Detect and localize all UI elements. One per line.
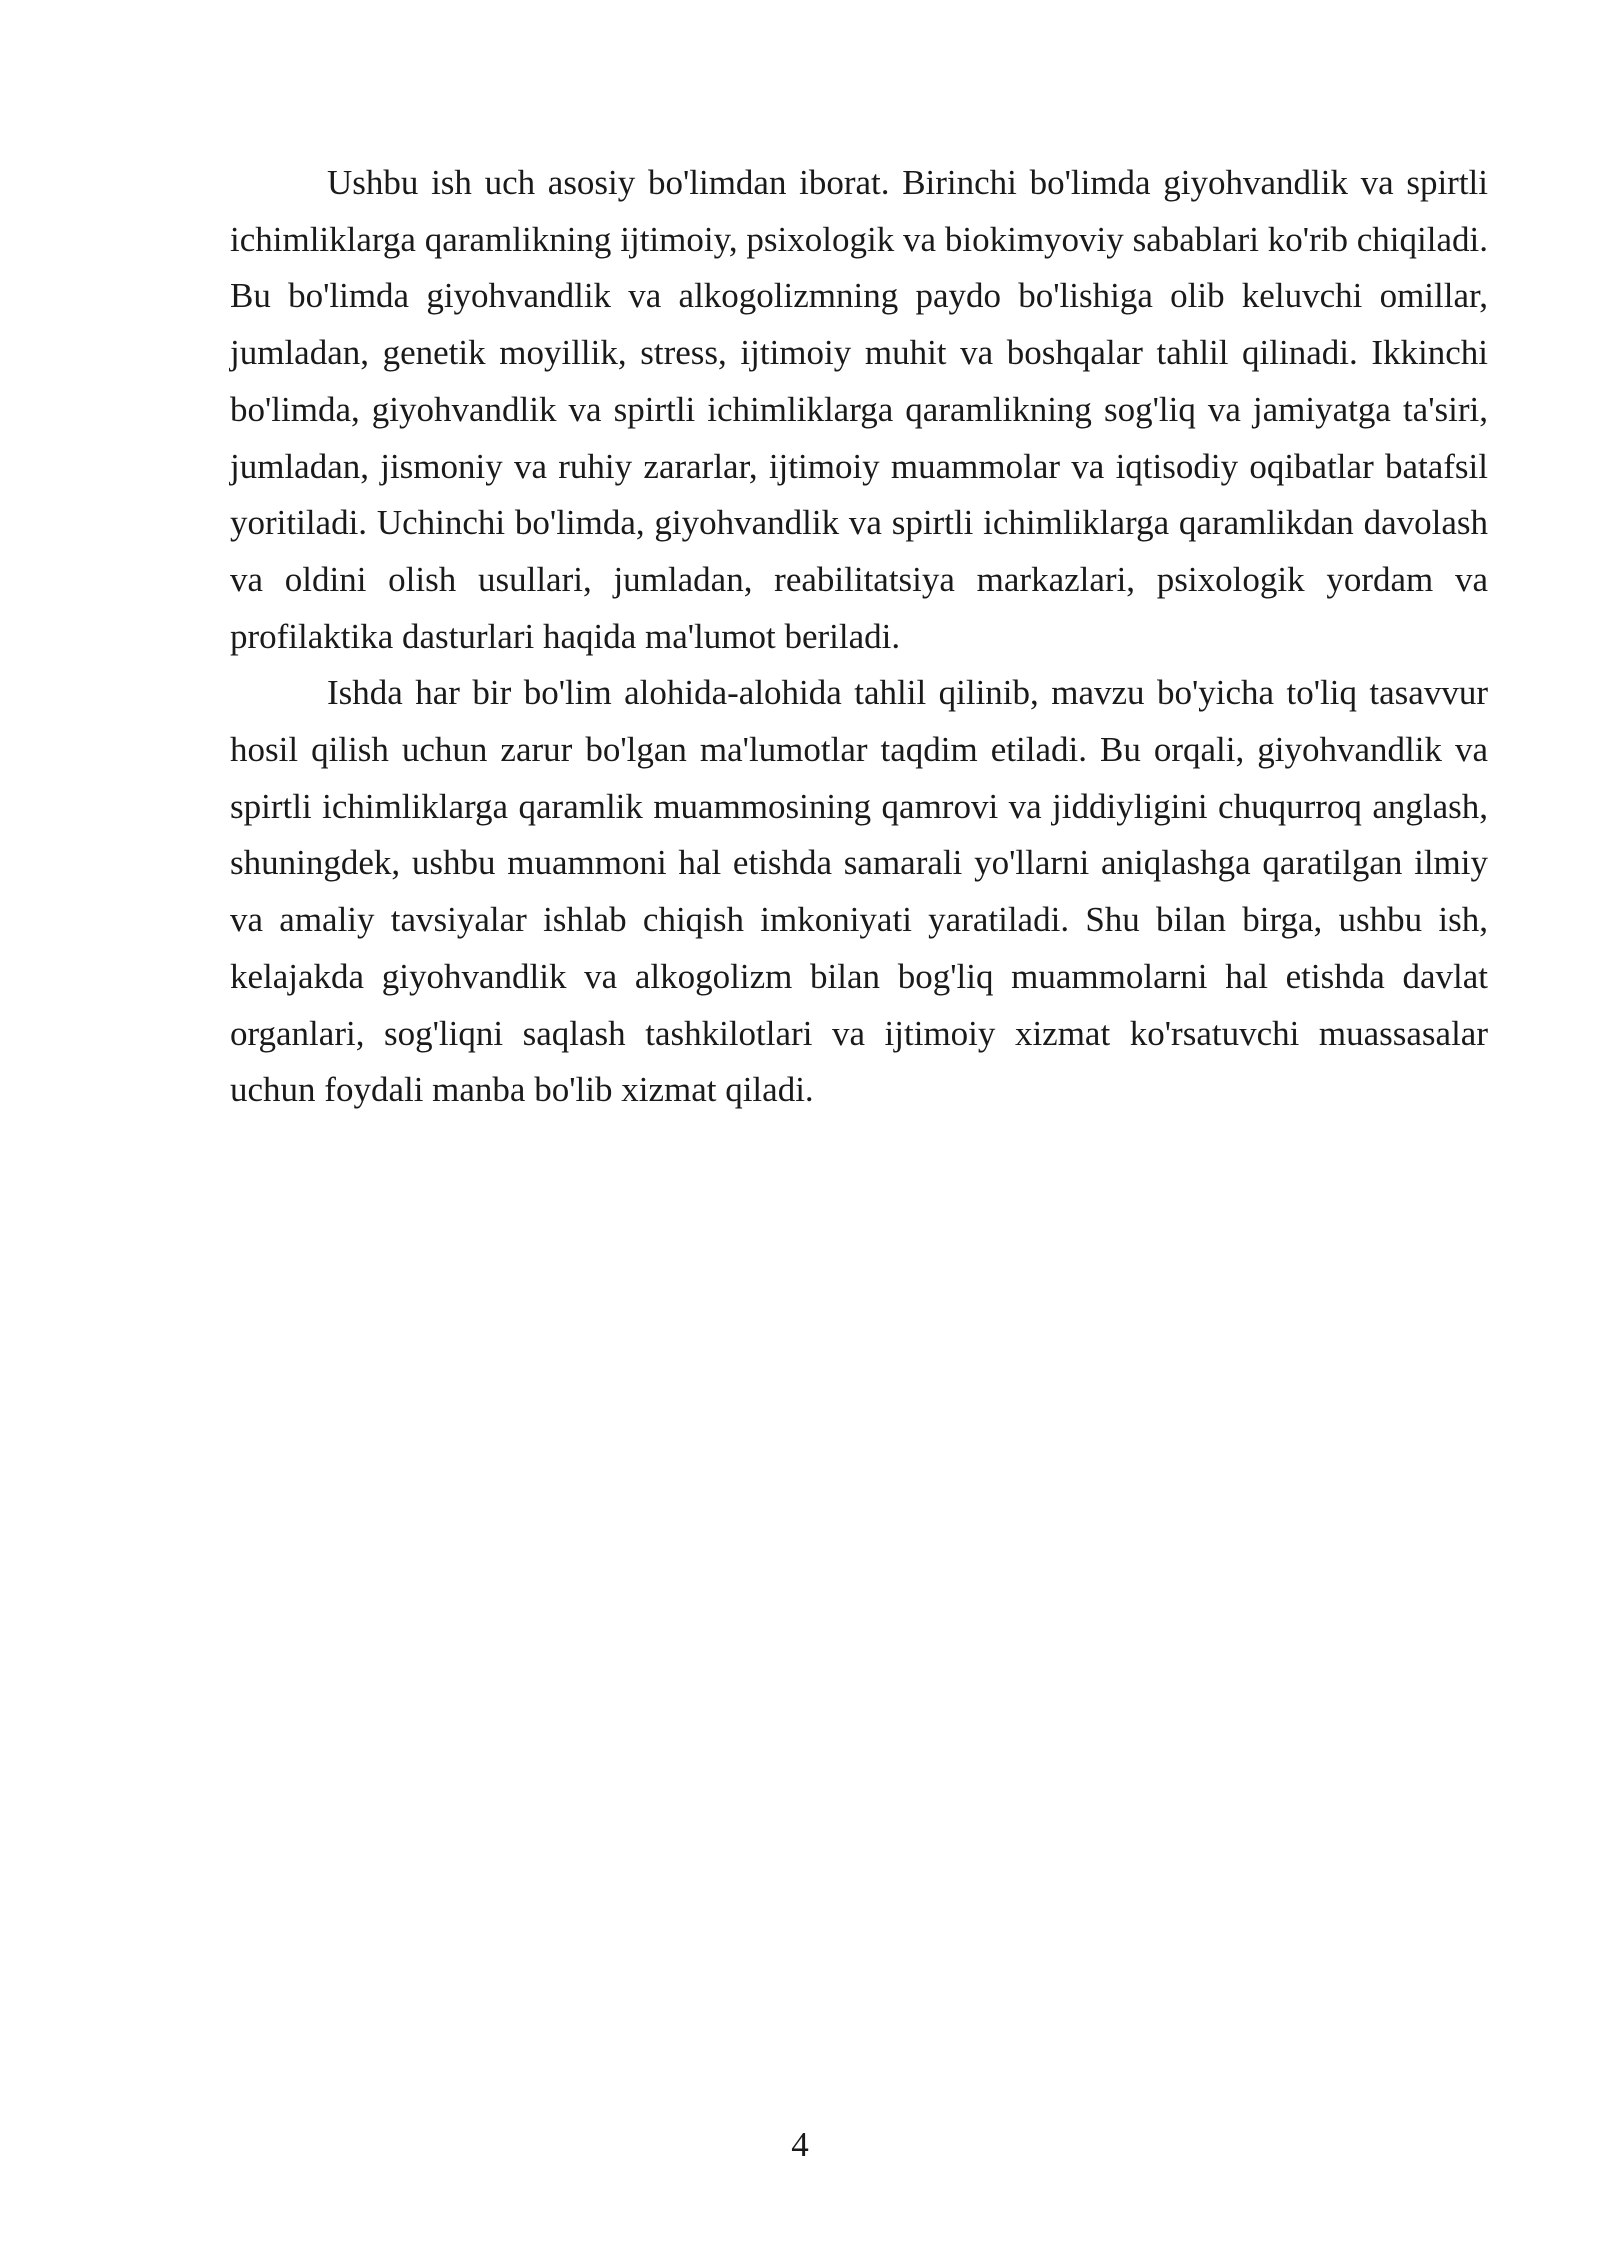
body-text (230, 155, 1488, 1119)
paragraph-1: Ushbu ish uch asosiy bo'limdan iborat. Birinchi bo'limda giyohvandlik va spirtli ichimliklarga qaramlikning ijtimoiy, psixologik va biokimyoviy sabablari ko'rib chiqiladi. Bu bo'limda giyohvandlik va alkogolizmning paydo bo'lishiga olib keluvchi omillar, jumladan, genetik moyillik, stress, ijtimoiy muhit va boshqalar tahlil qilinadi. Ikkinchi bo'limda, giyohvandlik va spirtli ichimliklarga qaramlikning sog'liq va jamiyatga ta'siri, jumladan, jismoniy va ruhiy zararlar, ijtimoiy muammolar va iqtisodiy oqibatlar batafsil yoritiladi. Uchinchi bo'limda, giyohvandlik va spirtli ichimliklarga qaramlikdan davolash va oldini olish usullari, jumladan, reabilitatsiya markazlari, psixologik yordam va profilaktika dasturlari haqida ma'lumot beriladi. (230, 163, 1488, 656)
page-number: 4 (791, 2125, 809, 2164)
paragraph-2: Ishda har bir bo'lim alohida-alohida tahlil qilinib, mavzu bo'yicha to'liq tasavvur hosil qilish uchun zarur bo'lgan ma'lumotlar taqdim etiladi. Bu orqali, giyohvandlik va spirtli ichimliklarga qaramlik muammosining qamrovi va jiddiyligini chuqurroq anglash, shuningdek, ushbu muammoni hal etishda samarali yo'llarni aniqlashga qaratilgan ilmiy va amaliy tavsiyalar ishlab chiqish imkoniyati yaratiladi. Shu bilan birga, ushbu ish, kelajakda giyohvandlik va alkogolizm bilan bog'liq muammolarni hal etishda davlat organlari, sog'liqni saqlash tashkilotlari va ijtimoiy xizmat ko'rsatuvchi muassasalar uchun foydali manba bo'lib xizmat qiladi. (230, 673, 1488, 1110)
